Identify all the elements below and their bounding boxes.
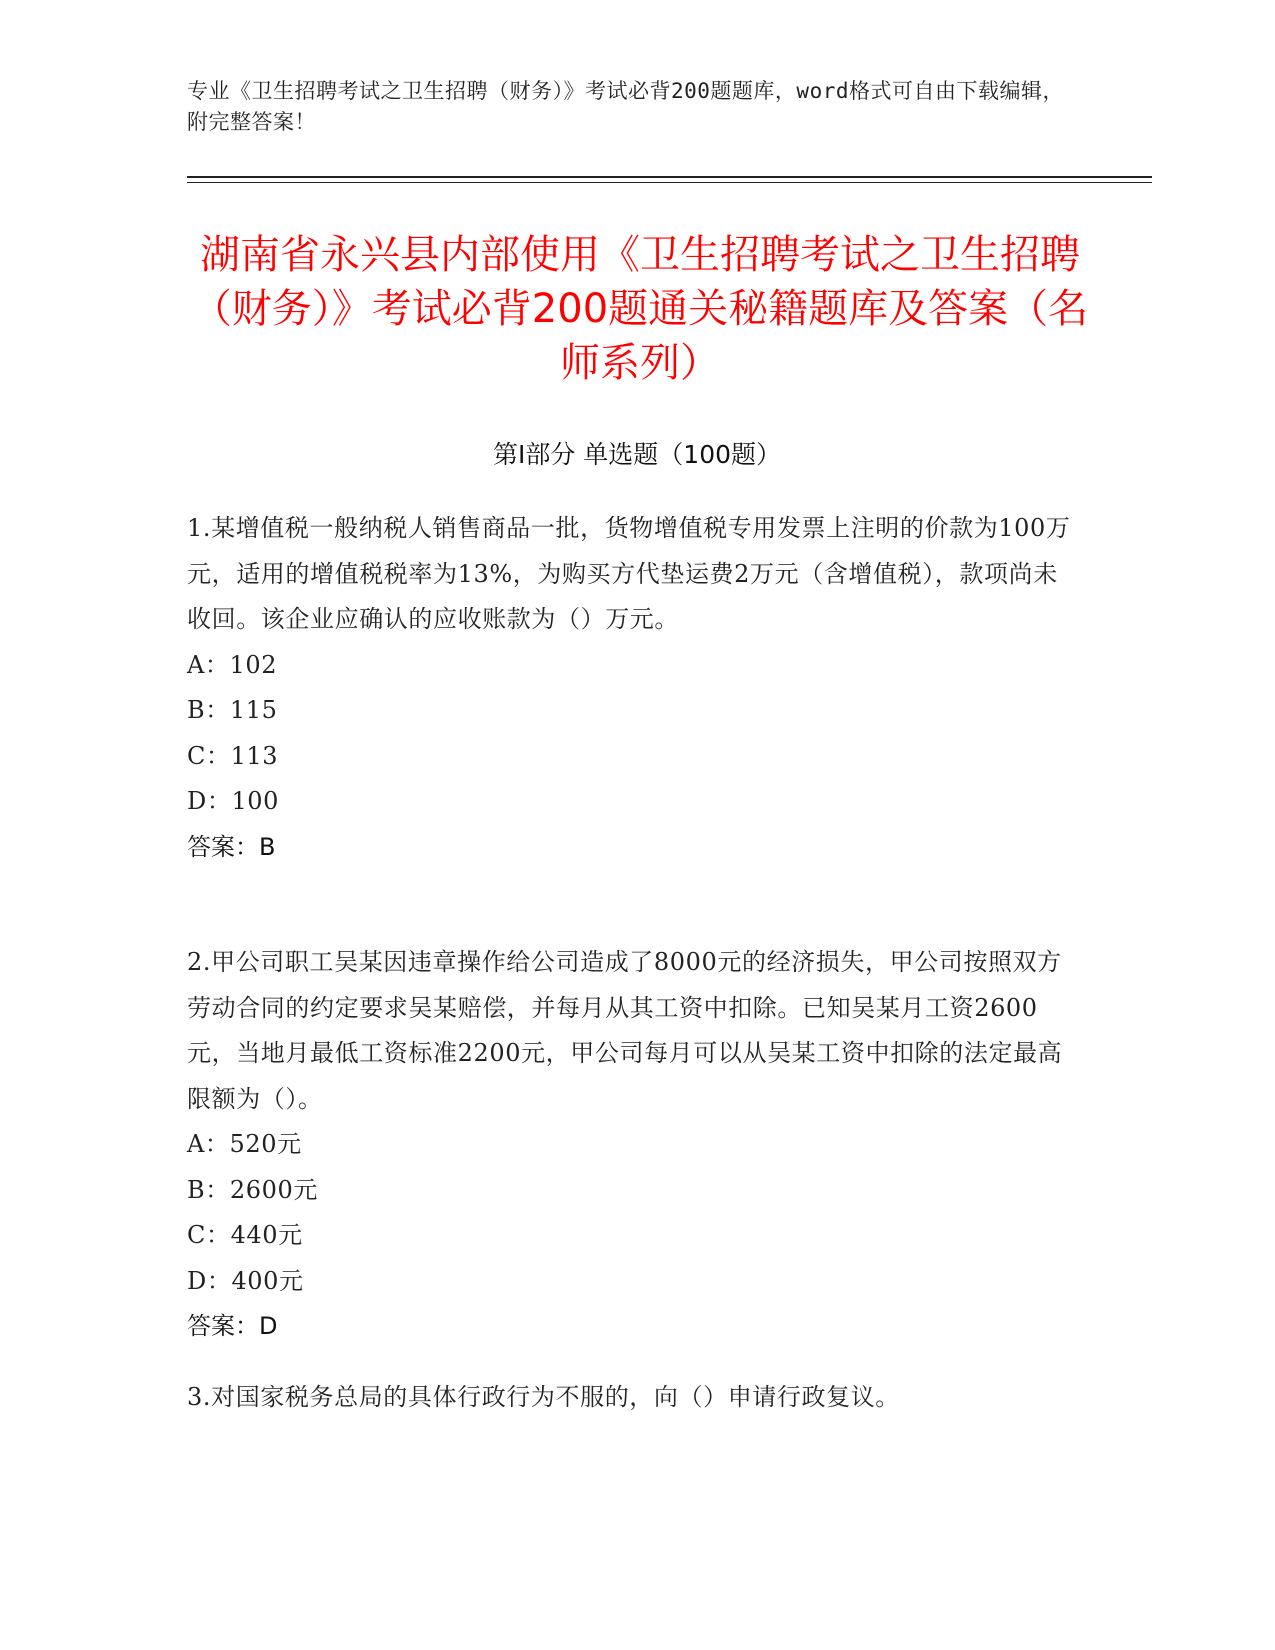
question-3 (187, 1375, 1077, 1421)
option-d: D：100 (187, 787, 280, 815)
question-1 (187, 506, 1077, 870)
header-divider-thick (187, 176, 1152, 178)
question-2 (187, 940, 1077, 1350)
option-c: C：113 (187, 741, 279, 770)
option-b: B：115 (187, 696, 278, 724)
answer: 答案：D (187, 1312, 278, 1340)
option-a: A：520元 (187, 1130, 302, 1158)
question-stem: 3.对国家税务总局的具体行政行为不服的，向（）申请行政复议。 (187, 1383, 900, 1411)
question-stem: 2.甲公司职工吴某因违章操作给公司造成了8000元的经济损失，甲公司按照双方劳动合同的约定要求吴某赔偿，并每月从其工资中扣除。已知吴某月工资2600元，当地月最低工资标准2200元，甲公司每月可以从吴某工资中扣除的法定最高限额为（）。 (187, 948, 1063, 1113)
header-divider-thin (187, 182, 1152, 183)
option-d: D：400元 (187, 1266, 304, 1295)
question-stem: 1.某增值税一般纳税人销售商品一批，货物增值税专用发票上注明的价款为100万元，适用的增值税税率为13%，为购买方代垫运费2万元（含增值税），款项尚未收回。该企业应确认的应收账款为（）万元。 (187, 514, 1071, 633)
answer: 答案：B (187, 832, 276, 861)
document-title: 湖南省永兴县内部使用《卫生招聘考试之卫生招聘（财务）》考试必背200题通关秘籍题库及答案（名师系列） (191, 232, 1089, 386)
header-note: 专业《卫生招聘考试之卫生招聘（财务）》考试必背200题题库，word格式可自由下载编辑，附完整答案！ (187, 79, 1064, 134)
option-b: B：2600元 (187, 1175, 318, 1204)
section-title: 第Ⅰ部分 单选题（100题） (492, 440, 782, 469)
option-c: C：440元 (187, 1221, 303, 1249)
option-a: A：102 (187, 650, 278, 679)
